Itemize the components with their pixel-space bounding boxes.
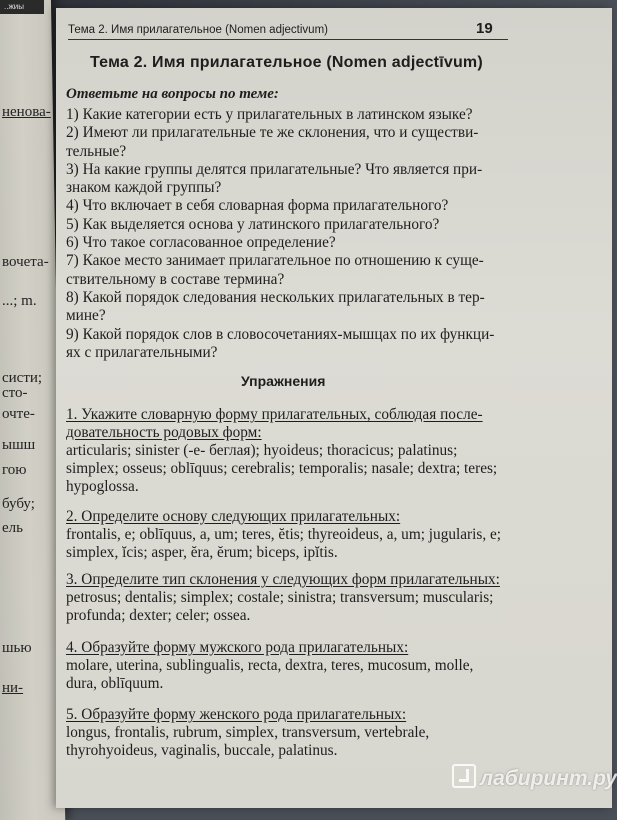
left-fragment: гою — [2, 462, 27, 478]
exercises-heading: Упражнения — [241, 373, 326, 389]
previous-page-text — [0, 0, 60, 800]
exercise-line: hypoglossa. — [66, 478, 139, 495]
page-number: 19 — [476, 20, 493, 37]
exercise-task: 2. Определите основу следующих прилагательных: — [66, 508, 401, 525]
exercise-task: довательность родовых форм: — [66, 424, 262, 441]
left-fragment: ...; m. — [2, 293, 37, 309]
question-line: 5) Как выделяется основа у латинского прилагательного? — [66, 215, 440, 233]
question-line: ствительному в составе термина? — [66, 270, 285, 288]
question-line: ях с прилагательными? — [66, 343, 218, 361]
left-fragment: систи; — [2, 370, 43, 386]
question-line: 6) Что такое согласованное определение? — [66, 234, 336, 252]
exercise-line: longus, frontalis, rubrum, simplex, transversum, vertebrale, — [66, 724, 430, 741]
exercise-line: simplex; osseus; oblīquus; cerebralis; temporalis; nasale; dextra; teres; — [66, 460, 498, 477]
exercise-line: articularis; sinister (-e- беглая); hyoideus; thoracicus; palatinus; — [66, 442, 458, 459]
exercise-line: frontalis, e; oblīquus, a, um; teres, ĕtis; thyreoideus, a, um; jugularis, e; — [66, 526, 502, 543]
left-fragment: вочета- — [2, 254, 49, 270]
left-fragment: ышш — [2, 437, 36, 453]
exercise-2 — [66, 508, 511, 562]
watermark-text: лабиринт.ру — [480, 767, 617, 790]
left-fragment: сто- — [2, 385, 28, 401]
exercise-5 — [66, 706, 511, 760]
exercise-task: 5. Образуйте форму женского рода прилагательных: — [66, 706, 407, 723]
exercise-task: 4. Образуйте форму мужского рода прилагательных: — [66, 639, 409, 656]
left-fragment: очте- — [2, 406, 35, 422]
exercise-line: petrosus; dentalis; simplex; costale; sinistra; transversum; muscularis; — [66, 589, 494, 606]
exercise-line: dura, oblīquum. — [66, 675, 164, 692]
watermark — [452, 764, 617, 791]
question-line: 8) Какой порядок следования нескольких прилагательных в тер- — [66, 288, 485, 306]
left-fragment: бубу; — [2, 496, 35, 512]
book-page — [56, 8, 612, 808]
exercise-line: molare, uterina, sublingualis, recta, dextra, teres, mucosum, molle, — [66, 657, 474, 674]
question-line: 9) Какой порядок слов в словосочетаниях-мышцах по их функци- — [66, 325, 495, 343]
question-line: 7) Какое место занимает прилагательное по отношению к суще- — [66, 252, 484, 270]
exercise-line: thyrohyoideus, vaginalis, buccale, palatinus. — [66, 742, 338, 759]
left-fragment: ель — [2, 520, 23, 536]
question-line: мине? — [66, 307, 106, 325]
running-head: Тема 2. Имя прилагательное (Nomen adjectivum) — [68, 24, 508, 40]
question-line: 3) На какие группы делятся прилагательные? Что является при- — [66, 160, 483, 178]
exercise-3 — [66, 571, 511, 625]
exercise-task: 1. Укажите словарную форму прилагательных, соблюдая после- — [66, 406, 483, 423]
left-fragment: ненова- — [2, 104, 51, 120]
exercise-line: simplex, ĭcis; asper, ĕra, ĕrum; biceps, ipĭtis. — [66, 544, 338, 561]
question-line: 4) Что включает в себя словарная форма прилагательного? — [66, 197, 449, 215]
chapter-title: Тема 2. Имя прилагательное (Nomen adjectīvum) — [90, 54, 483, 71]
labirint-logo-icon — [452, 764, 476, 788]
left-fragment: ни- — [2, 680, 24, 696]
exercise-4 — [66, 639, 511, 693]
exercise-line: profunda; dexter; celer; ossea. — [66, 607, 251, 624]
previous-page-corner: ..жиы — [0, 0, 44, 14]
exercise-task: 3. Определите тип склонения у следующих форм прилагательных: — [66, 571, 500, 588]
left-fragment: шью — [2, 640, 32, 656]
questions-heading: Ответьте на вопросы по теме: — [66, 86, 279, 102]
question-line: знаком каждой группы? — [66, 179, 222, 197]
question-line: 1) Какие категории есть у прилагательных в латинском языке? — [66, 106, 473, 123]
question-line: тельные? — [66, 142, 127, 160]
exercise-1 — [66, 406, 511, 496]
questions-list — [66, 106, 506, 362]
question-line: 2) Имеют ли прилагательные те же склонения, что и существи- — [66, 124, 479, 142]
